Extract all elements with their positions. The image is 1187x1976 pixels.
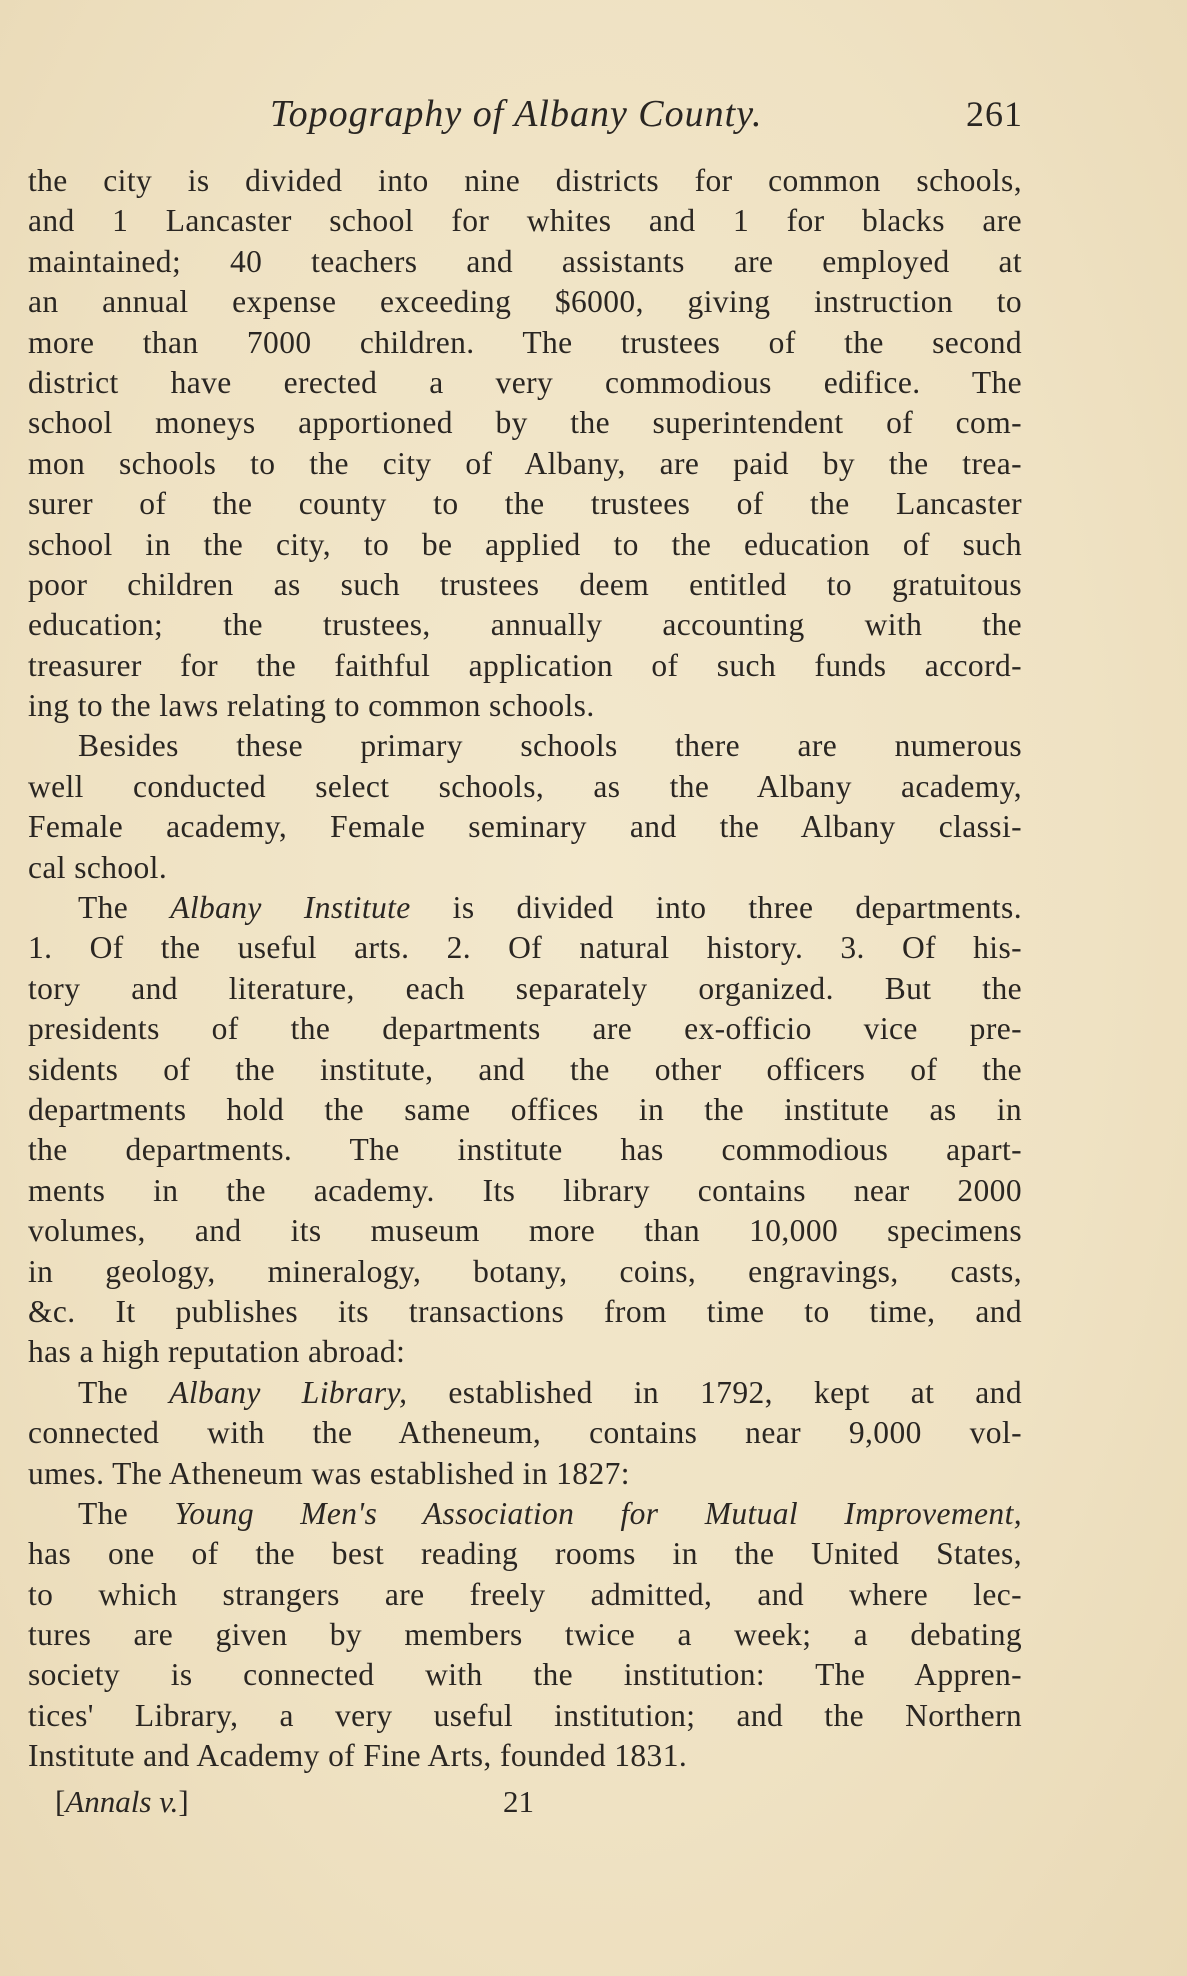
- text-line: in geology, mineralogy, botany, coins, engravings, casts,: [28, 1253, 1022, 1289]
- text-run: The: [78, 1374, 170, 1410]
- page-footer: [0, 1780, 1187, 1824]
- text-line: mon schools to the city of Albany, are paid by the trea-: [28, 445, 1022, 481]
- bracket-open: [: [55, 1784, 66, 1819]
- text-line: sidents of the institute, and the other officers of the: [28, 1051, 1022, 1087]
- text-line: tures are given by members twice a week; a debating: [28, 1617, 1022, 1653]
- institution-name: Albany Library,: [169, 1374, 408, 1410]
- text-line: Institute and Academy of Fine Arts, founded 1831.: [28, 1738, 688, 1774]
- text-line: ments in the academy. Its library contains near 2000: [28, 1172, 1022, 1208]
- text-line: connected with the Atheneum, contains near 9,000 vol-: [28, 1415, 1022, 1451]
- text-line: umes. The Atheneum was established in 1827:: [28, 1455, 630, 1491]
- signature-text: Annals v.: [65, 1784, 179, 1819]
- text-line: to which strangers are freely admitted, and where lec-: [28, 1576, 1022, 1612]
- text-line: has one of the best reading rooms in the United States,: [28, 1536, 1022, 1572]
- text-run: established in 1792, kept at and: [407, 1374, 1022, 1410]
- text-line: 1. Of the useful arts. 2. Of natural history. 3. Of his-: [28, 930, 1022, 966]
- text-run: The: [78, 890, 171, 926]
- text-line: Besides these primary schools there are numerous: [78, 728, 1022, 764]
- text-line: volumes, and its museum more than 10,000 specimens: [28, 1213, 1022, 1249]
- text-line: Female academy, Female seminary and the Albany classi-: [28, 809, 1022, 845]
- text-line: tory and literature, each separately organized. But the: [28, 970, 1022, 1006]
- text-line: has a high reputation abroad:: [28, 1334, 406, 1370]
- institution-name: Albany Institute: [170, 890, 411, 926]
- text-line: maintained; 40 teachers and assistants are employed at: [28, 243, 1022, 279]
- text-line: cal school.: [28, 849, 168, 885]
- institution-name: Young Men's Association for Mutual Improvement,: [174, 1495, 1023, 1531]
- bracket-close: ]: [178, 1784, 189, 1819]
- text-line: departments hold the same offices in the institute as in: [28, 1091, 1022, 1127]
- text-line: the departments. The institute has commodious apart-: [28, 1132, 1022, 1168]
- page-header: [0, 84, 1187, 144]
- text-line: and 1 Lancaster school for whites and 1 for blacks are: [28, 203, 1022, 239]
- running-title: Topography of Albany County.: [270, 93, 763, 135]
- paragraph-opening-line: [28, 888, 1022, 928]
- sheet-number: 21: [503, 1784, 534, 1819]
- text-line: school in the city, to be applied to the education of such: [28, 526, 1022, 562]
- text-line: education; the trustees, annually accounting with the: [28, 607, 1022, 643]
- text-run: The: [78, 1495, 175, 1531]
- text-line: poor children as such trustees deem entitled to gratuitous: [28, 566, 1022, 602]
- signature-mark: [55, 1780, 189, 1824]
- text-line: more than 7000 children. The trustees of the second: [28, 324, 1022, 360]
- page-number: 261: [966, 94, 1023, 134]
- text-line: surer of the county to the trustees of the Lancaster: [28, 486, 1022, 522]
- text-line: &c. It publishes its transactions from time to time, and: [28, 1293, 1022, 1329]
- text-line: tices' Library, a very useful institution; and the Northern: [28, 1697, 1022, 1733]
- text-run: is divided into three departments.: [410, 890, 1022, 926]
- text-line: district have erected a very commodious edifice. The: [28, 364, 1022, 400]
- text-line: well conducted select schools, as the Albany academy,: [28, 768, 1022, 804]
- paragraph-opening-line: [28, 1373, 1022, 1413]
- text-line: an annual expense exceeding $6000, giving instruction to: [28, 284, 1022, 320]
- body-text: [28, 161, 1022, 1777]
- text-line: presidents of the departments are ex-officio vice pre-: [28, 1011, 1022, 1047]
- text-line: treasurer for the faithful application of such funds accord-: [28, 647, 1022, 683]
- text-line: the city is divided into nine districts for common schools,: [28, 163, 1022, 198]
- text-line: society is connected with the institution: The Appren-: [28, 1657, 1022, 1693]
- text-line: ing to the laws relating to common schools.: [28, 688, 595, 724]
- paragraph-opening-line: [28, 1494, 1022, 1534]
- text-line: school moneys apportioned by the superintendent of com-: [28, 405, 1022, 441]
